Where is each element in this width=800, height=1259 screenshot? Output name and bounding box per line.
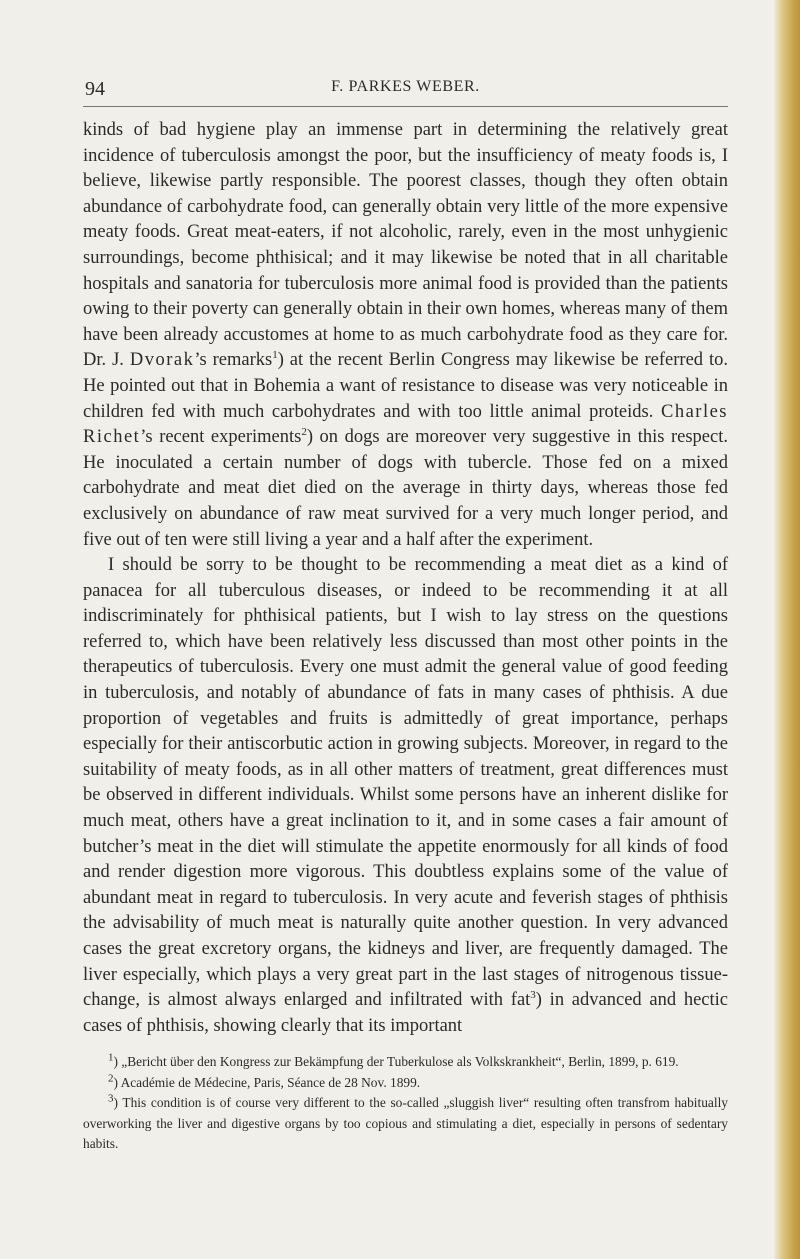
footnote-1: $^1$) „Bericht über den Kongress zur Bekämpfung der Tuberkulose als Volkskrankheit“, Berlin, 1899, p. 619. (108, 1051, 679, 1070)
page-header (83, 70, 728, 107)
paragraph-2: I should be sorry to be thought to be recommending a meat diet as a kind of panacea for all tuberculous diseases, or indeed to be recommending it at all indiscriminately for phthisical patients, but I wish to lay stress on the questions referred to, which have been relatively less discussed than most other points in the therapeutics of tuberculosis. Every one must admit the general value of good feeding in tuberculosis, and notably of abundance of fats in many cases of phthisis. A due proportion of vegetables and fruits is admittedly of great importance, perhaps especially for their antiscorbutic action in growing subjects. Moreover, in regard to the suitability of meaty foods, as in all other matters of treatment, great differences must be observed in different individuals. Whilst some persons have an inherent dislike for much meat, others have a great inclination to it, and in some cases a fair amount of butcher’s meat in the diet will stimulate the appetite enormously for all kinds of food and render digestion more vigorous. This doubtless explains some of the value of abundant meat in regard to tuberculosis. In very acute and feverish stages of phthisis the advisability of much meat is naturally quite another question. In very advanced cases the great excretory organs, the kidneys and liver, are frequently damaged. The liver especially, which plays a very great part in the last stages of nitrogenous tissue-change, is almost always enlarged and infiltrated with fat$^3$) in advanced and hectic cases of phthisis, showing clearly that its important (83, 555, 728, 1036)
body-text (83, 118, 728, 1039)
page-number: 94 (85, 78, 105, 100)
spaced-name-dvorak: Dvorak (129, 350, 195, 371)
footnote-ref-1: 1 (272, 349, 278, 362)
footnote-ref-3: 3 (530, 989, 536, 1002)
paragraph-1: kinds of bad hygiene play an immense part in determining the relatively great incidence of tuberculosis amongst the poor, but the insufficiency of meaty foods is, I believe, likewise partly responsible. The poorest classes, though they often obtain abundance of carbohydrate food, can generally obtain very little of the more expensive meaty foods. Great meat-eaters, if not alcoholic, rarely, even in the most unhygienic surroundings, become phthisical; and it may likewise be noted that in all charitable hospitals and sanatoria for tuberculosis more animal food is provided than the patients owing to their poverty can generally obtain in their own homes, whereas many of them have been already accustomes at home to as much carbohydrate food as they care for. Dr. J. Dvorak’s remarks$^1$) at the recent Berlin Congress may likewise be referred to. He pointed out that in Bohemia a want of resistance to disease was very noticeable in children fed with much carbohydrates and with too little animal proteids. Charles Richet’s recent experiments$^2$) on dogs are moreover very suggestive in this respect. He inoculated a certain number of dogs with tubercle. Those fed on a mixed carbohydrate and meat diet died on the average in thirty days, whereas those fed exclusively on abundance of raw meat survived for a very much longer period, and five out of ten were still living a year and a half after the experiment. (83, 120, 729, 550)
running-head: F. PARKES WEBER. (331, 78, 480, 95)
footnote-ref-2: 2 (301, 425, 307, 438)
gilt-page-edge (774, 0, 800, 1259)
footnote-2: $^2$) Académie de Médecine, Paris, Séance de 28 Nov. 1899. (108, 1072, 421, 1090)
spaced-name-richet: Charles Richet (83, 401, 728, 448)
footnote-3: $^3$) This condition is of course very different to the so-called „sluggish liver“ resulting often transfrom habitually overworking the liver and digestive organs by too copious and stimulating a diet, especially in persons of sedentary habits. (83, 1092, 728, 1152)
footnotes (83, 1052, 728, 1155)
book-page (83, 70, 728, 1155)
